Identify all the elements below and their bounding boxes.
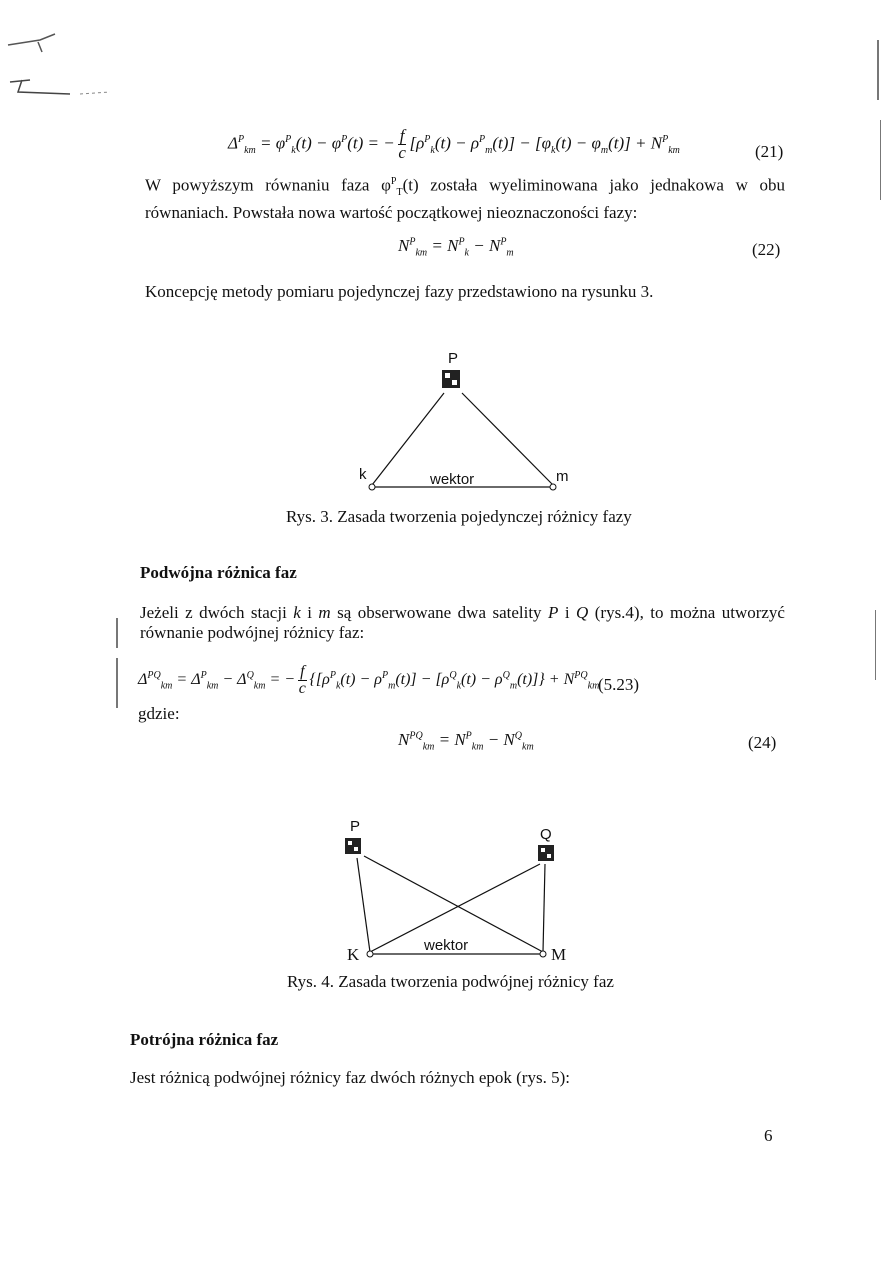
line-p-k	[357, 858, 370, 952]
equation-22-number: (22)	[752, 240, 781, 259]
equation-21: $\Delta^P_{km} = \varphi^P_k(t) - \varphi^P(t)$ = − $\frac{f}{c}$ $[\rho^P_k(t) - \rho^P_m(t)] - [\varphi_k(t) - \varphi_m(t)] + N^P_{km}$	[228, 126, 680, 162]
satellite-p-icon	[345, 838, 361, 854]
equation-24: $N^{PQ}_{km} = N^P_{km} - N^Q_{km}$	[398, 730, 534, 753]
figure-4-station-m: M	[551, 945, 567, 964]
equation-24-number: (24)	[748, 733, 777, 752]
figure-4-caption: Rys. 4. Zasada tworzenia podwójnej różnicy faz	[287, 972, 614, 991]
equation-22: $N^P_{km} = N^P_k - N^P_m$	[398, 236, 514, 259]
page-number: 6	[764, 1126, 773, 1145]
figure-4-satellite-p: P	[350, 818, 361, 835]
figure-3-station-k: k	[359, 466, 367, 483]
figure-4-satellite-q: Q	[540, 826, 552, 843]
paragraph-1: W powyższym równaniu faza $\varphi^P_T(t)$ została wyeliminowana jako jednakowa w obu równaniach. Powstała nowa wartość początkowej nieoznaczoności fazy:	[145, 175, 785, 223]
station-k-marker	[367, 951, 373, 957]
scan-marks	[0, 20, 110, 100]
paragraph-3: Jeżeli z dwóch stacji k i m są obserwowane dwa satelity P i Q (rys.4), to można utworzyć równanie podwójnej różnicy faz:	[140, 603, 785, 642]
figure-4-baseline-label: wektor	[424, 937, 469, 954]
figure-3-baseline-label: wektor	[430, 471, 475, 488]
equation-5-23-number: (5.23)	[598, 675, 640, 694]
figure-3-caption: Rys. 3. Zasada tworzenia pojedynczej różnicy fazy	[286, 507, 632, 526]
paragraph-2: Koncepcję metody pomiaru pojedynczej fazy przedstawiono na rysunku 3.	[145, 282, 654, 301]
equation-5-23: $\Delta^{PQ}_{km} = \Delta^P_{km} - \Delta^Q_{km}$ = − $\frac{f}{c}$ $\{[\rho^P_k(t) - \rho^P_m(t)] - [\rho^Q_k(t) - \rho^Q_m(t)]\} + N^{PQ}_{km}$	[138, 663, 600, 697]
satellite-p-icon	[442, 370, 460, 388]
heading-double-difference: Podwójna różnica faz	[140, 563, 297, 582]
station-k-marker	[369, 484, 375, 490]
line-p-m	[462, 393, 553, 485]
station-m-marker	[540, 951, 546, 957]
figure-3-satellite-label: P	[448, 350, 459, 367]
figure-4-station-k: K	[347, 945, 360, 964]
line-q-m	[543, 864, 545, 952]
heading-triple-difference: Potrójna różnica faz	[130, 1030, 279, 1049]
paragraph-4: Jest różnicą podwójnej różnicy faz dwóch różnych epok (rys. 5):	[130, 1068, 570, 1087]
satellite-q-icon	[538, 845, 554, 861]
figure-3-station-m: m	[556, 468, 569, 485]
equation-21-number: (21)	[755, 142, 784, 161]
gdzie-label: gdzie:	[138, 704, 180, 723]
